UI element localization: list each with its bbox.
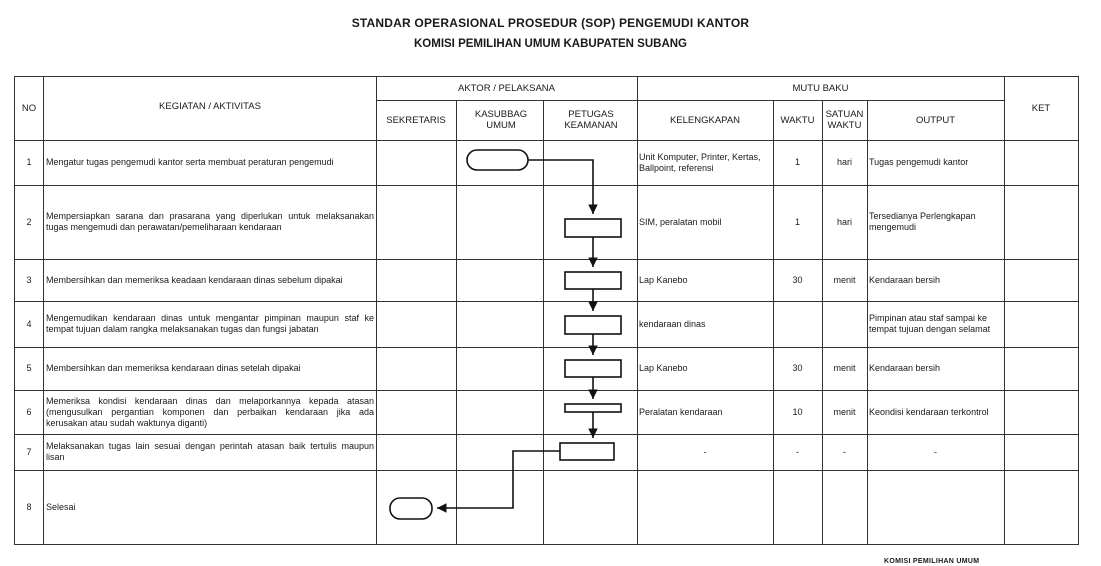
row-6-no: 6 — [26, 406, 32, 417]
flow-process-7 — [560, 443, 614, 460]
row-6-kelengkapan: Peralatan kendaraan — [639, 406, 723, 417]
row-2-kelengkapan: SIM, peralatan mobil — [639, 216, 722, 227]
row-4-kelengkapan: kendaraan dinas — [639, 318, 706, 329]
col-header-petugas: PETUGAS KEAMANAN — [564, 109, 618, 131]
row-3-no: 3 — [26, 274, 32, 285]
row-3-satuan: menit — [833, 274, 856, 285]
row-2-waktu: 1 — [794, 216, 800, 227]
col-header-satuan: SATUAN WAKTU — [825, 109, 864, 131]
row-3-activity: Membersihkan dan memeriksa keadaan kendaraan dinas sebelum dipakai — [46, 274, 343, 285]
row-6-activity: Memeriksa kondisi kendaraan dinas dan melaporkannya kepada atasan (mengusulkan pergantian komponen dan perbaikan kendaraan jika ada kerusakan atau sudah waktunya diganti) — [46, 395, 374, 428]
flow-process-5 — [565, 360, 621, 377]
row-7-no: 7 — [26, 446, 32, 457]
page-title: STANDAR OPERASIONAL PROSEDUR (SOP) PENGEMUDI KANTOR — [351, 16, 750, 30]
row-3-kelengkapan: Lap Kanebo — [639, 274, 688, 285]
row-4-satuan — [822, 301, 867, 347]
flow-process-4 — [565, 316, 621, 334]
row-7-output: - — [934, 446, 937, 457]
col-header-ket: KET — [1031, 102, 1051, 114]
row-5-activity: Membersihkan dan memeriksa kendaraan dinas setelah dipakai — [46, 363, 301, 373]
flow-end-terminator — [390, 498, 432, 519]
row-1-satuan: hari — [836, 157, 852, 167]
flow-arrow-7-8 — [437, 451, 560, 508]
row-1-no: 1 — [26, 157, 32, 167]
row-5-output: Kendaraan bersih — [869, 363, 941, 373]
row-6-output: Keondisi kendaraan terkontrol — [869, 406, 989, 417]
flow-process-2 — [565, 219, 621, 237]
row-3-waktu: 30 — [792, 274, 803, 285]
col-header-sekretaris: SEKRETARIS — [386, 114, 446, 126]
row-3-output: Kendaraan bersih — [869, 274, 941, 285]
row-8-no: 8 — [26, 502, 32, 512]
col-header-kasubbag: KASUBBAG UMUM — [474, 109, 528, 131]
row-7-kelengkapan: - — [703, 446, 707, 457]
row-1-waktu: 1 — [794, 157, 800, 167]
row-5-kelengkapan: Lap Kanebo — [639, 363, 688, 373]
row-1-output: Tugas pengemudi kantor — [869, 157, 969, 167]
row-2-satuan: hari — [836, 216, 852, 227]
flow-process-3 — [565, 272, 621, 289]
row-6-satuan: menit — [833, 406, 856, 417]
row-5-satuan: menit — [833, 363, 856, 373]
col-header-no: NO — [21, 102, 37, 114]
row-2-no: 2 — [26, 216, 32, 227]
flow-start-terminator — [467, 150, 528, 170]
row-4-no: 4 — [26, 318, 32, 329]
row-8-activity: Selesai — [46, 502, 76, 512]
row-5-waktu: 30 — [792, 363, 803, 373]
flow-process-6 — [565, 404, 621, 412]
footer-stamp-text: KOMISI PEMILIHAN UMUM — [884, 558, 980, 565]
page-subtitle: KOMISI PEMILIHAN UMUM KABUPATEN SUBANG — [413, 38, 687, 50]
row-1-activity: Mengatur tugas pengemudi kantor serta membuat peraturan pengemudi — [46, 157, 334, 167]
col-header-aktor-group: AKTOR / PELAKSANA — [458, 82, 555, 94]
flow-arrow-1-2 — [528, 160, 593, 214]
row-1-kelengkapan: Unit Komputer, Printer, Kertas, Ballpoint, referensi — [639, 151, 761, 173]
col-header-output: OUTPUT — [915, 114, 956, 126]
row-4-waktu — [773, 301, 822, 347]
row-7-activity: Melaksanakan tugas lain sesuai dengan perintah atasan baik tertulis maupun lisan — [46, 441, 374, 462]
row-6-waktu: 10 — [792, 406, 803, 417]
row-7-waktu: - — [796, 446, 799, 457]
row-4-activity: Mengemudikan kendaraan dinas untuk mengantar pimpinan maupun staf ke tempat tujuan dalam rangka melaksanakan tugas dan fungsi jabatan — [46, 313, 374, 334]
col-header-mutu-group: MUTU BAKU — [792, 82, 849, 94]
col-header-waktu: WAKTU — [780, 114, 815, 126]
col-header-kegiatan: KEGIATAN / AKTIVITAS — [159, 100, 261, 112]
col-header-kelengkapan: KELENGKAPAN — [669, 114, 741, 126]
row-2-output: Tersedianya Perlengkapan mengemudi — [869, 211, 976, 232]
row-5-no: 5 — [26, 363, 32, 373]
row-2-activity: Mempersiapkan sarana dan prasarana yang diperlukan untuk melaksanakan tugas mengemudi dan perawatan/pemeliharaan kendaraan — [46, 211, 374, 232]
row-4-output: Pimpinan atau staf sampai ke tempat tujuan dengan selamat — [869, 313, 991, 334]
row-7-satuan: - — [843, 446, 846, 457]
